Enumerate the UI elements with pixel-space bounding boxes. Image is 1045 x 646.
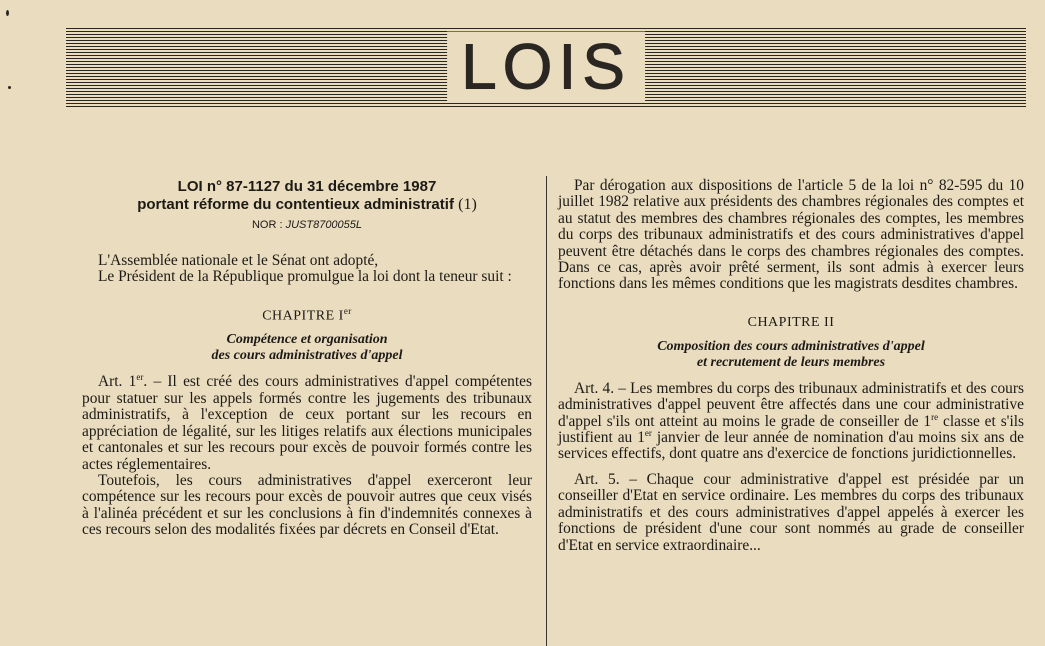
law-heading-line1: LOI n° 87-1127 du 31 décembre 1987	[177, 178, 437, 195]
column-divider	[546, 176, 547, 646]
nor-label: NOR :	[251, 219, 283, 231]
chapter-2-label: CHAPITRE II	[747, 314, 835, 330]
chapter-1-title: Compétence et organisation des cours administratives d'appel	[211, 332, 403, 364]
ink-speck	[6, 10, 9, 16]
nor-reference	[82, 219, 532, 231]
law-heading	[82, 178, 532, 214]
chapter-2-title: Composition des cours administratives d'appel et recrutement de leurs membres	[657, 338, 925, 370]
law-heading-note: (1)	[458, 196, 477, 213]
ink-speck	[8, 86, 11, 89]
section-banner	[66, 28, 1026, 108]
banner-title: LOIS	[447, 32, 645, 102]
law-heading-line2: portant réforme du contentieux administratif	[137, 196, 454, 213]
derogation-paragraph: Par dérogation aux dispositions de l'article 5 de la loi n° 82-595 du 10 juillet 1982 relative aux présidents des chambres régionales des comptes et au statut des membres des chambres régionales des comptes, les membres du corps des tribunaux administratifs et des cours administratives d'appel peuvent être détachés dans le corps des chambres régionales des comptes. Dans ce cas, après avoir prêté serment, ils sont admis à exercer leurs fonctions dans les mêmes conditions que les magistrats desdites chambres.	[558, 177, 1024, 293]
intro-adopted: L'Assemblée nationale et le Sénat ont adopté,	[98, 252, 379, 269]
article-4: Art. 4. – Les membres du corps des tribunaux administratifs et des cours administratives d'appel peuvent être affectés dans une cour administrative d'appel s'ils ont atteint au moins le grade de conseiller de 1re classe et s'ils justifient au 1er janvier de leur année de nomination d'au moins six ans de services effectifs, dont quatre ans d'exercice de fonctions juridictionnelles.	[558, 379, 1024, 463]
article-1-paragraph-2: Toutefois, les cours administratives d'appel exerceront leur compétence sur les recours pour excès de pouvoir autres que ceux visés à l'alinéa précédent et sur les conclusions à fin d'indemnités connexes à ces recours selon des modalités fixées par décrets en Conseil d'Etat.	[82, 471, 532, 539]
right-column	[558, 172, 1024, 554]
article-1: Art. 1er. – Il est créé des cours administratives d'appel compétentes pour statuer sur les appels formés contre les jugements des tribunaux administratifs, à l'exception de ceux portant sur les recours en appréciation de légalité, sur les litiges relatifs aux élections municipales et cantonales et sur les recours pour excès de pouvoir formés contre les actes réglementaires.	[82, 372, 532, 473]
law-heading-line2-wrap	[82, 196, 532, 214]
nor-code: JUST8700055L	[285, 219, 363, 231]
intro-promulgation: Le Président de la République promulgue la loi dont la teneur suit :	[98, 268, 512, 286]
left-column	[82, 172, 532, 539]
article-5: Art. 5. – Chaque cour administrative d'appel est présidée par un conseiller d'Etat en service ordinaire. Les membres du corps des tribunaux administratifs et des cours administratives d'appel appelés à exercer les fonctions de président d'une cour sont nommés au grade de conseiller d'Etat en service extraordinaire...	[558, 470, 1024, 554]
chapter-1-label: CHAPITRE Ier	[262, 305, 352, 324]
